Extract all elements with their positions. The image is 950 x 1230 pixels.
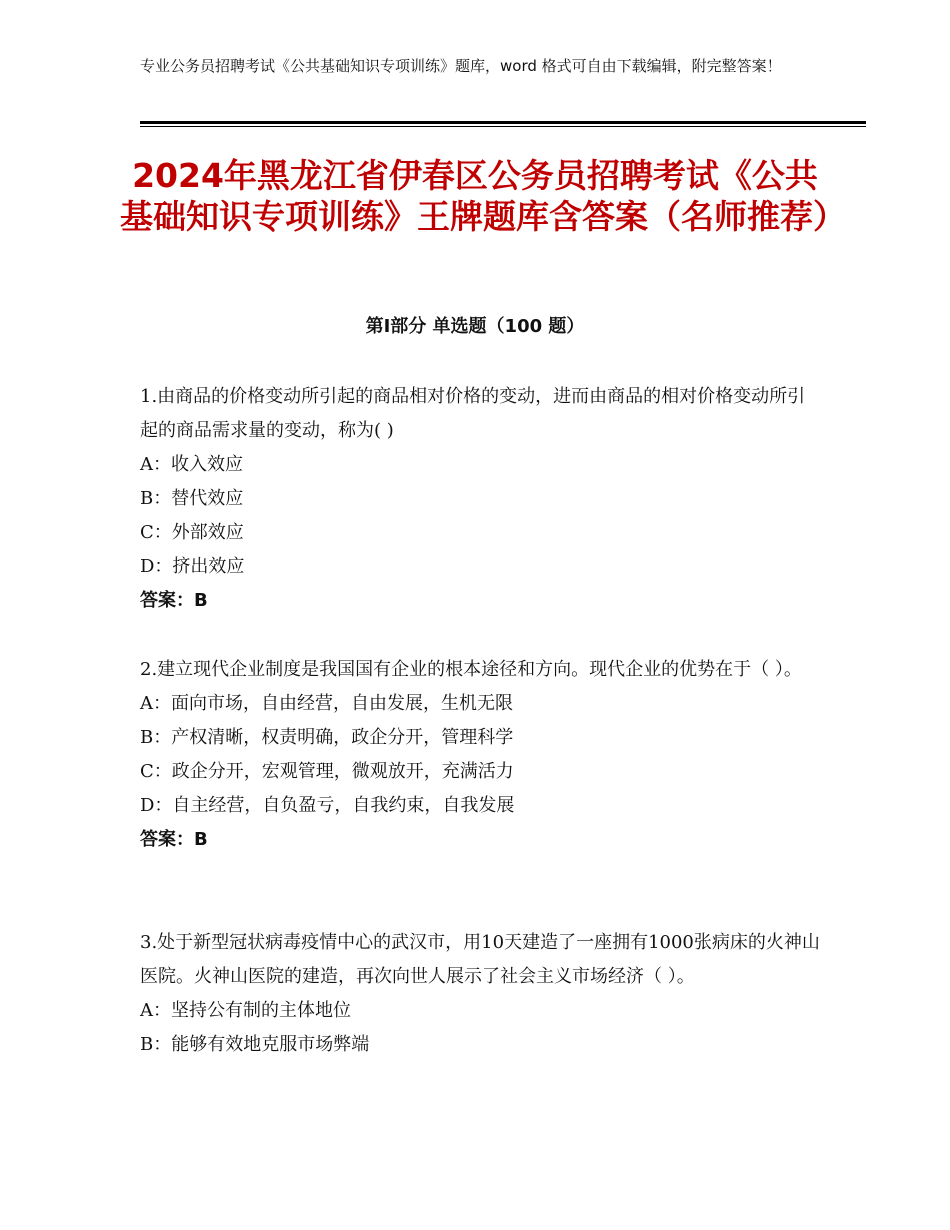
option-a: A：面向市场，自由经营，自由发展，生机无限 [140,693,513,714]
option-b: B：替代效应 [140,488,244,509]
question-stem: 3.处于新型冠状病毒疫情中心的武汉市，用10天建造了一座拥有1000张病床的火神山医院。火神山医院的建造，再次向世人展示了社会主义市场经济（ ）。 [140,932,820,987]
question-1 [140,380,820,618]
header-note: 专业公务员招聘考试《公共基础知识专项训练》题库，word 格式可自由下载编辑，附完整答案！ [140,57,782,75]
header-rule-thin [140,126,866,127]
option-c: C：政企分开，宏观管理，微观放开，充满活力 [140,761,514,782]
question-3 [140,926,820,1062]
question-stem: 2.建立现代企业制度是我国国有企业的根本途径和方向。现代企业的优势在于（ ）。 [140,659,802,680]
question-2 [140,653,820,857]
option-d: D：自主经营，自负盈亏，自我约束，自我发展 [140,795,515,816]
header-rule-thick [140,121,866,124]
option-a: A：收入效应 [140,454,243,475]
option-c: C：外部效应 [140,522,244,543]
option-a: A：坚持公有制的主体地位 [140,1000,351,1021]
answer: 答案：B [140,829,208,850]
document-title: 2024年黑龙江省伊春区公务员招聘考试《公共基础知识专项训练》王牌题库含答案（名师推荐） [120,156,846,236]
option-b: B：产权清晰，权责明确，政企分开，管理科学 [140,727,514,748]
answer: 答案：B [140,590,208,611]
question-stem: 1.由商品的价格变动所引起的商品相对价格的变动，进而由商品的相对价格变动所引起的商品需求量的变动，称为( ) [140,386,806,441]
option-d: D：挤出效应 [140,556,245,577]
section-title: 第Ⅰ部分 单选题（100 题） [365,316,585,337]
option-b: B：能够有效地克服市场弊端 [140,1034,370,1055]
